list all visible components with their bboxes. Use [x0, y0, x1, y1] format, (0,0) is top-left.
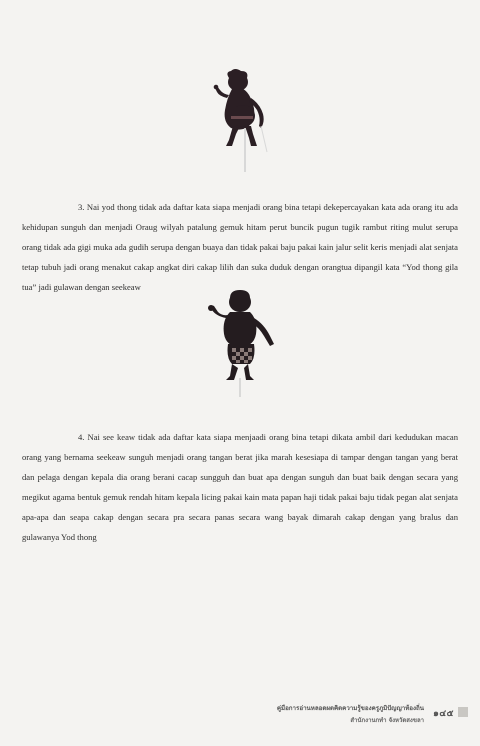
page-footer: [268, 699, 468, 729]
paragraph-yod-thong: [22, 197, 458, 297]
footer-title: คู่มือการอ่านหลอดผดคิดความรู้ของครูภูมิปัญญาท้องถิ่น: [276, 705, 424, 712]
footer-subtitle: สำนักงานกทำ จังหวัดสงขลา: [350, 717, 424, 724]
paragraph-see-keaw: [22, 427, 458, 547]
page-number: ๑๔๕: [433, 709, 454, 719]
shadow-puppet-see-keaw-icon: [200, 288, 284, 398]
paragraph-text: 3. Nai yod thong tidak ada daftar kata siapa menjadi orang bina tetapi dekepercayakan kata ada orang itu ada kehidupan sunguh dan menjadi Oraug wilyah patalung gemuk hitam perut buncik pugun tugik rambut riting mulut serupa orang tidak ada gigi muka ada gudih serupa dengan buaya dan tidak pakai baju pakai kain jalur selit keris menjadi alat senjata tetap tubuh jadi orang menakut cakap angkat diri cakap lilih dan suka duduk dengan orangtua dipangil kata “Yod thong gila tua” jadi gulawan dengan seekeaw: [22, 201, 458, 292]
page-tab-marker: [458, 707, 468, 717]
shadow-puppet-yod-thong-icon: [205, 68, 285, 173]
paragraph-text: 4. Nai see keaw tidak ada daftar kata siapa menjaadi orang bina tetapi dikata ambil dari kedudukan macan orang yang bernama seekeaw sunguh menjadi orang tangan berat jika marah kesesiapa di tampar dengan tangan yang berat dan pelaga dengan kepala dia orang berani cacap sungguh dan buat apa dengan sunguh dan buat baik dengan secara yang megikut agama bentuk gemuk rendah hitam kepala licing pakai kain mata papan haji tidak pakai baju tidak pegan alat senjata apa-apa dan seapa cakap dengan secara pra secara panas secara wang bayak dimarah cakap dengan yang bralus dan gulawanya Yod thong: [22, 431, 458, 542]
